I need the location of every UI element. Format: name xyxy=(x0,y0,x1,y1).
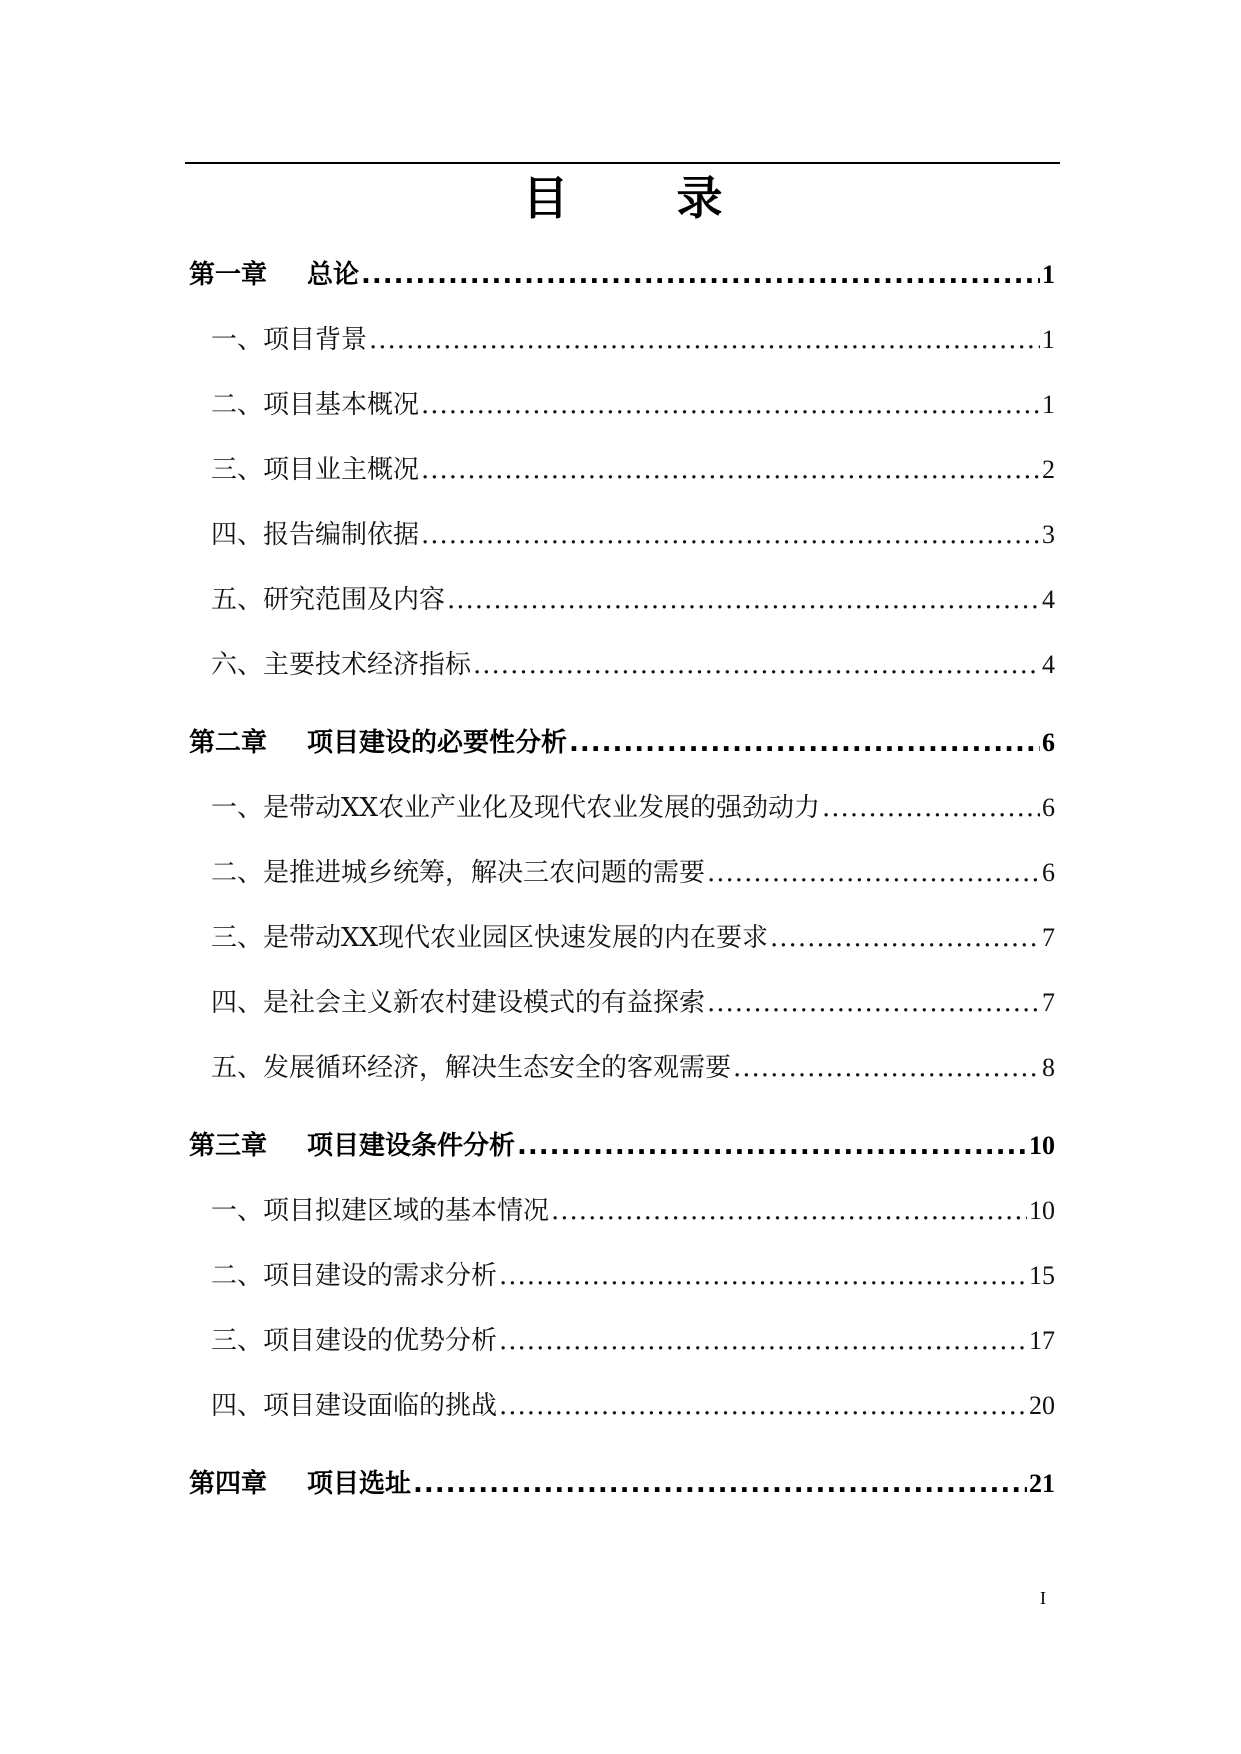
toc-page-number: 7 xyxy=(1042,923,1055,952)
toc-entry-label: 四、项目建设面临的挑战 xyxy=(211,1391,498,1421)
dot-leader xyxy=(421,503,1040,568)
toc-entry-label: 二、项目基本概况 xyxy=(211,390,420,420)
dot-leader xyxy=(499,1309,1027,1374)
toc-page-number: 7 xyxy=(1042,988,1055,1017)
toc-page-number: 1 xyxy=(1042,260,1055,289)
dot-leader xyxy=(421,438,1040,503)
dot-leader xyxy=(569,711,1040,776)
toc-section-entry[interactable] xyxy=(189,567,1055,632)
dot-leader xyxy=(517,1114,1027,1179)
chapter-number: 第三章 xyxy=(189,1131,268,1161)
chapter-title: 总论 xyxy=(307,260,360,290)
toc-page-number: 1 xyxy=(1042,325,1055,354)
toc-chapter-entry[interactable] xyxy=(189,1113,1055,1178)
toc-entry-label: 五、研究范围及内容 xyxy=(211,585,446,615)
toc-page-number: 8 xyxy=(1042,1053,1055,1082)
toc-page-number: 6 xyxy=(1042,728,1055,757)
toc-section-entry[interactable] xyxy=(189,970,1055,1035)
dot-leader xyxy=(770,906,1040,971)
dot-leader xyxy=(822,776,1040,841)
toc-chapter-entry[interactable] xyxy=(189,1451,1055,1516)
toc-page-number: 21 xyxy=(1029,1469,1055,1498)
toc-section-entry[interactable] xyxy=(189,1243,1055,1308)
toc-entry-label: 三、项目建设的优势分析 xyxy=(211,1326,498,1356)
toc-entry-label: 六、主要技术经济指标 xyxy=(211,650,472,680)
toc-section-entry[interactable] xyxy=(189,1035,1055,1100)
dot-leader xyxy=(707,841,1040,906)
toc-section-entry[interactable] xyxy=(189,1373,1055,1438)
dot-leader xyxy=(499,1374,1027,1439)
toc-page-number: 10 xyxy=(1029,1131,1055,1160)
toc-page-number: 15 xyxy=(1029,1261,1055,1290)
toc-entry-label xyxy=(189,711,567,776)
toc-entry-label: 三、是带动XX现代农业园区快速发展的内在要求 xyxy=(211,923,769,953)
toc-page-number: 1 xyxy=(1042,390,1055,419)
toc-page-number: 6 xyxy=(1042,858,1055,887)
toc-section-entry[interactable] xyxy=(189,307,1055,372)
chapter-title: 项目建设条件分析 xyxy=(307,1131,516,1161)
dot-leader xyxy=(369,308,1040,373)
toc-page-number: 6 xyxy=(1042,793,1055,822)
chapter-number: 第二章 xyxy=(189,728,268,758)
toc-section-entry[interactable] xyxy=(189,632,1055,697)
dot-leader xyxy=(499,1244,1027,1309)
toc-section-entry[interactable] xyxy=(189,502,1055,567)
toc-page-number: 20 xyxy=(1029,1391,1055,1420)
toc-entry-label: 三、项目业主概况 xyxy=(211,455,420,485)
table-of-contents xyxy=(189,242,1055,1516)
toc-section-entry[interactable] xyxy=(189,775,1055,840)
toc-entry-label: 一、项目背景 xyxy=(211,325,368,355)
toc-page-number: 17 xyxy=(1029,1326,1055,1355)
chapter-title: 项目选址 xyxy=(307,1469,412,1499)
toc-page-number: 4 xyxy=(1042,650,1055,679)
toc-section-entry[interactable] xyxy=(189,372,1055,437)
toc-entry-label: 四、报告编制依据 xyxy=(211,520,420,550)
toc-section-entry[interactable] xyxy=(189,1308,1055,1373)
toc-entry-label: 一、是带动XX农业产业化及现代农业发展的强劲动力 xyxy=(211,793,821,823)
dot-leader xyxy=(447,568,1040,633)
toc-chapter-entry[interactable] xyxy=(189,242,1055,307)
dot-leader xyxy=(421,373,1040,438)
chapter-number: 第四章 xyxy=(189,1469,268,1499)
toc-title: 目 录 xyxy=(522,171,769,225)
dot-leader xyxy=(733,1036,1040,1101)
toc-entry-label xyxy=(189,243,359,308)
toc-page-number: 10 xyxy=(1029,1196,1055,1225)
dot-leader xyxy=(361,243,1040,308)
toc-page-number: 4 xyxy=(1042,585,1055,614)
chapter-title: 项目建设的必要性分析 xyxy=(307,728,568,758)
toc-entry-label: 一、项目拟建区域的基本情况 xyxy=(211,1196,550,1226)
toc-chapter-entry[interactable] xyxy=(189,710,1055,775)
dot-leader xyxy=(707,971,1040,1036)
toc-entry-label: 四、是社会主义新农村建设模式的有益探索 xyxy=(211,988,706,1018)
dot-leader xyxy=(413,1452,1027,1517)
toc-page-number: 3 xyxy=(1042,520,1055,549)
toc-section-entry[interactable] xyxy=(189,905,1055,970)
toc-section-entry[interactable] xyxy=(189,840,1055,905)
toc-page-number: 2 xyxy=(1042,455,1055,484)
page-number: I xyxy=(1040,1588,1046,1608)
toc-entry-label: 五、发展循环经济，解决生态安全的客观需要 xyxy=(211,1053,732,1083)
chapter-number: 第一章 xyxy=(189,260,268,290)
toc-section-entry[interactable] xyxy=(189,1178,1055,1243)
toc-section-entry[interactable] xyxy=(189,437,1055,502)
toc-entry-label: 二、项目建设的需求分析 xyxy=(211,1261,498,1291)
toc-entry-label xyxy=(189,1452,411,1517)
dot-leader xyxy=(473,633,1040,698)
toc-entry-label xyxy=(189,1114,515,1179)
toc-entry-label: 二、是推进城乡统筹，解决三农问题的需要 xyxy=(211,858,706,888)
dot-leader xyxy=(551,1179,1027,1244)
